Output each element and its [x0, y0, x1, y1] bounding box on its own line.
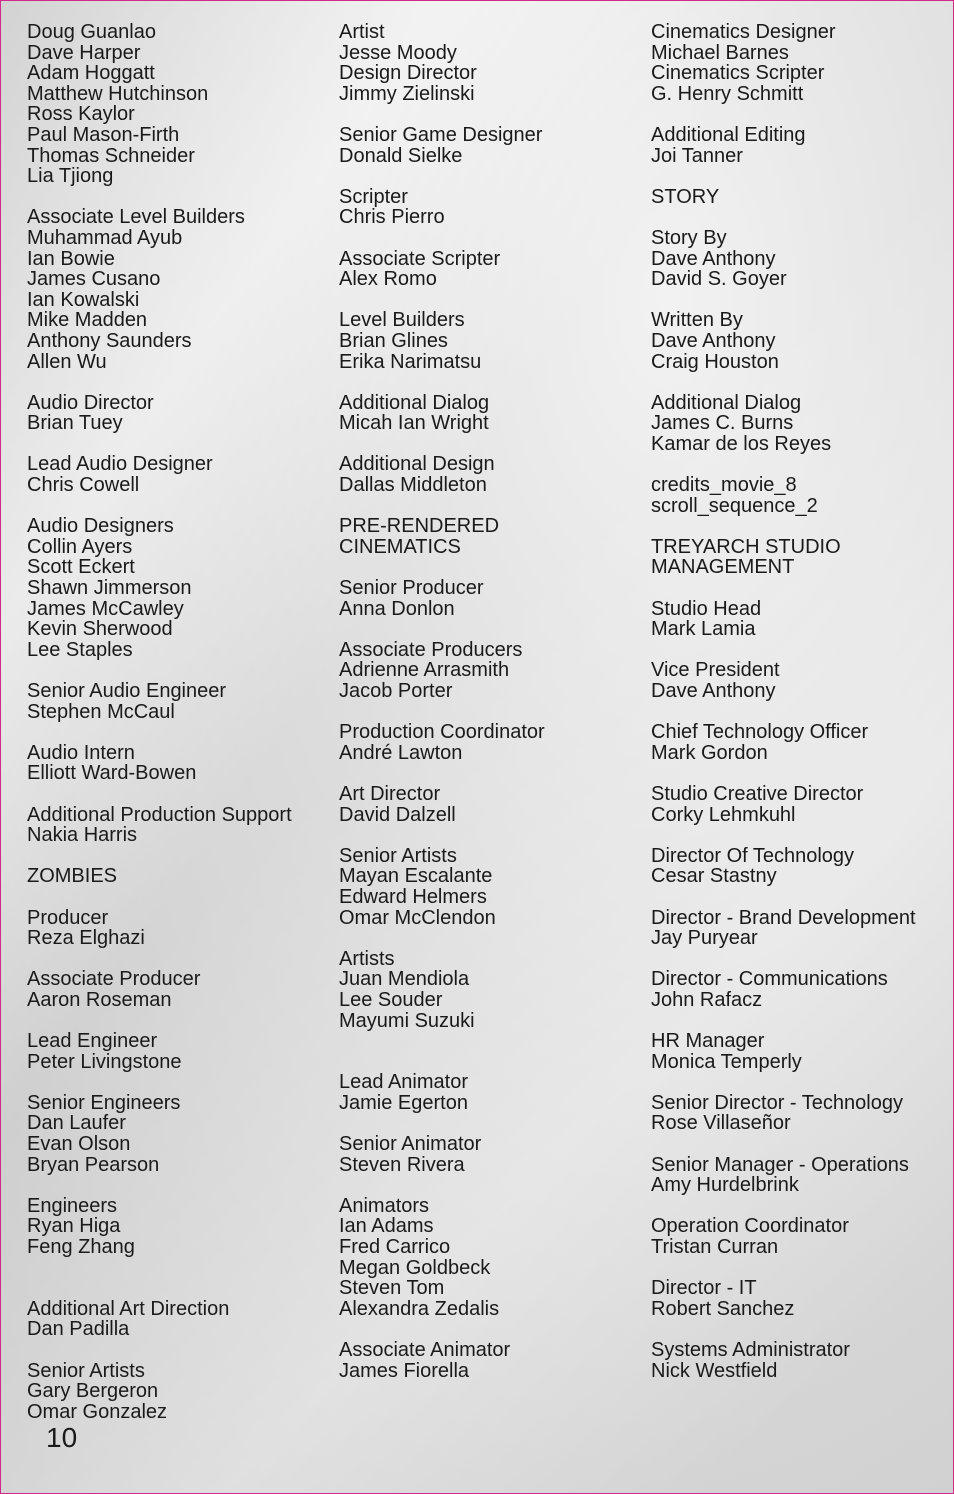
credit-heading: Scripter — [339, 185, 408, 208]
credit-name: Lee Souder — [339, 988, 443, 1011]
section-spacer — [27, 722, 292, 743]
credit-heading: Director Of Technology — [651, 844, 855, 867]
credit-name: MANAGEMENT — [651, 556, 795, 579]
section-spacer — [27, 372, 292, 393]
section-spacer — [339, 1113, 545, 1134]
credit-heading: STORY — [651, 185, 720, 208]
credit-heading: Associate Animator — [339, 1339, 511, 1361]
credit-heading: Lead Animator — [339, 1071, 468, 1094]
credit-name: Anna Donlon — [339, 597, 455, 620]
credit-name: Alexandra Zedalis — [339, 1297, 500, 1320]
credit-name: Fred Carrico — [339, 1236, 451, 1259]
credit-heading: Director - IT — [651, 1277, 757, 1300]
credit-name: Lia Tjiong — [27, 165, 114, 188]
credit-name: Ross Kaylor — [27, 103, 135, 126]
credit-heading: Director - Brand Development — [651, 906, 916, 929]
credit-name: Dallas Middleton — [339, 474, 487, 497]
credit-name: John Rafacz — [651, 988, 763, 1011]
page-number: 10 — [46, 1422, 78, 1453]
section-spacer — [339, 496, 545, 517]
credit-heading: Audio Intern — [27, 741, 135, 764]
section-spacer — [651, 640, 916, 661]
section-spacer — [27, 1340, 292, 1361]
section-spacer — [339, 1319, 545, 1340]
credit-name: Juan Mendiola — [339, 968, 470, 991]
credit-name: James Cusano — [27, 268, 161, 291]
credit-name: Robert Sanchez — [651, 1297, 795, 1320]
credit-name: Erika Narimatsu — [339, 350, 482, 373]
credit-heading: PRE-RENDERED — [339, 515, 500, 538]
credit-name: Muhammad Ayub — [27, 226, 183, 249]
credit-name: Omar Gonzalez — [27, 1400, 168, 1423]
credit-name: Peter Livingstone — [27, 1050, 182, 1073]
credit-name: Edward Helmers — [339, 885, 487, 908]
credit-name: James Fiorella — [339, 1359, 470, 1382]
credit-name: Jay Puryear — [651, 927, 758, 950]
credit-heading: Audio Director — [27, 391, 154, 414]
credit-heading: Senior Engineers — [27, 1091, 181, 1114]
credit-name: Mayumi Suzuki — [339, 1009, 475, 1032]
credit-name: Reza Elghazi — [27, 927, 145, 950]
section-spacer — [339, 228, 545, 249]
section-spacer — [27, 784, 292, 805]
credit-heading: Senior Artists — [339, 844, 457, 867]
section-spacer — [651, 1319, 916, 1340]
credit-heading: Animators — [339, 1194, 430, 1217]
credit-name: Lee Staples — [27, 638, 133, 661]
credit-heading: Engineers — [27, 1194, 118, 1217]
credit-name: David Dalzell — [339, 803, 456, 826]
credit-name: Brian Glines — [339, 329, 448, 352]
credit-name: Ian Bowie — [27, 247, 115, 270]
credit-name: Dave Anthony — [651, 680, 776, 702]
credit-name: Kevin Sherwood — [27, 618, 173, 641]
credit-heading: Senior Game Designer — [339, 123, 543, 146]
credit-heading: Studio Creative Director — [651, 782, 864, 805]
credit-heading: Operation Coordinator — [651, 1215, 849, 1238]
section-spacer — [651, 1196, 916, 1217]
credit-heading: Senior Manager - Operations — [651, 1153, 909, 1176]
credit-name: Craig Houston — [651, 350, 779, 373]
credit-heading: Associate Level Builders — [27, 206, 245, 229]
credit-name: Megan Goldbeck — [339, 1256, 491, 1279]
credit-heading: Senior Producer — [339, 577, 484, 600]
credit-name: Nakia Harris — [27, 824, 138, 847]
credit-name: Cesar Stastny — [651, 865, 777, 888]
credit-heading: Artist — [339, 21, 385, 43]
credit-heading: Level Builders — [339, 309, 465, 332]
credit-heading: Additional Dialog — [339, 391, 490, 414]
section-spacer — [651, 949, 916, 970]
credit-name: Micah Ian Wright — [339, 412, 489, 435]
credit-name: G. Henry Schmitt — [651, 82, 804, 105]
credit-name: Mike Madden — [27, 309, 148, 332]
section-spacer — [27, 1072, 292, 1093]
credit-heading: Vice President — [651, 659, 780, 682]
credit-name: Dave Anthony — [651, 247, 776, 270]
credit-name: Feng Zhang — [27, 1236, 135, 1259]
credits-column-3 — [651, 22, 916, 1381]
credit-heading: Senior Animator — [339, 1133, 482, 1156]
credit-name: Ian Adams — [339, 1215, 434, 1238]
section-spacer — [339, 290, 545, 311]
credit-name: André Lawton — [339, 741, 463, 764]
section-spacer — [651, 1258, 916, 1279]
credit-name: Brian Tuey — [27, 412, 123, 435]
credit-name: Corky Lehmkuhl — [651, 803, 796, 826]
credit-heading: Associate Producer — [27, 968, 201, 991]
credit-name: Dave Anthony — [651, 329, 776, 352]
credit-name: Cinematics Scripter — [651, 62, 825, 85]
section-spacer — [339, 1175, 545, 1196]
section-spacer — [339, 928, 545, 949]
credits-column-1 — [27, 22, 292, 1422]
credit-name: Rose Villaseñor — [651, 1112, 791, 1135]
section-spacer — [339, 825, 545, 846]
credit-heading: Production Coordinator — [339, 721, 545, 744]
credit-name — [339, 1031, 545, 1052]
credit-name: Jamie Egerton — [339, 1091, 468, 1114]
credit-name: Amy Hurdelbrink — [651, 1174, 799, 1197]
section-spacer — [27, 660, 292, 681]
credit-name: Jimmy Zielinski — [339, 82, 475, 105]
credit-name: Matthew Hutchinson — [27, 82, 209, 105]
credit-heading: Director - Communications — [651, 968, 888, 991]
credit-name: Shawn Jimmerson — [27, 577, 192, 600]
section-spacer — [651, 516, 916, 537]
section-spacer — [651, 166, 916, 187]
credit-name: Mayan Escalante — [339, 865, 493, 888]
credit-name: Nick Westfield — [651, 1359, 778, 1382]
credit-heading: Associate Producers — [339, 638, 523, 661]
credit-heading: Written By — [651, 309, 743, 332]
credit-name: CINEMATICS — [339, 535, 461, 558]
section-spacer — [651, 825, 916, 846]
credit-name: Bryan Pearson — [27, 1153, 160, 1176]
section-spacer — [339, 763, 545, 784]
credit-name: Gary Bergeron — [27, 1380, 159, 1403]
credit-heading: Systems Administrator — [651, 1339, 850, 1361]
credit-heading: Additional Art Direction — [27, 1297, 230, 1320]
credit-heading: Story By — [651, 226, 727, 249]
credit-heading: Chief Technology Officer — [651, 721, 869, 744]
credits-column-2 — [339, 22, 545, 1381]
credit-name: Steven Tom — [339, 1277, 445, 1300]
credit-heading: Senior Audio Engineer — [27, 680, 227, 702]
section-spacer — [651, 1072, 916, 1093]
section-spacer — [651, 763, 916, 784]
section-spacer — [651, 702, 916, 723]
credit-heading: Additional Editing — [651, 123, 806, 146]
section-spacer — [651, 578, 916, 599]
section-spacer — [339, 1052, 545, 1073]
credit-name: Dan Padilla — [27, 1318, 130, 1341]
section-spacer — [651, 1011, 916, 1032]
credit-name: Anthony Saunders — [27, 329, 192, 352]
credit-name: Mark Gordon — [651, 741, 768, 764]
section-spacer — [339, 619, 545, 640]
credit-name: Design Director — [339, 62, 477, 85]
credit-name: Scott Eckert — [27, 556, 135, 579]
credit-name: Chris Pierro — [339, 206, 445, 229]
section-spacer — [651, 372, 916, 393]
section-spacer — [651, 887, 916, 908]
credit-name: scroll_sequence_2 — [651, 494, 818, 517]
credit-name: Chris Cowell — [27, 474, 140, 497]
credit-name: Tristan Curran — [651, 1236, 779, 1259]
section-spacer — [339, 434, 545, 455]
credit-heading: Audio Designers — [27, 515, 174, 538]
credit-name: Thomas Schneider — [27, 144, 195, 167]
credit-heading: Doug Guanlao — [27, 21, 156, 43]
section-spacer — [651, 1134, 916, 1155]
section-spacer — [339, 166, 545, 187]
credit-name: Joi Tanner — [651, 144, 743, 167]
credit-name: Alex Romo — [339, 268, 437, 291]
section-spacer — [27, 434, 292, 455]
section-spacer — [27, 1175, 292, 1196]
section-spacer — [339, 104, 545, 125]
credit-name: Ryan Higa — [27, 1215, 121, 1238]
credit-heading: Lead Audio Designer — [27, 453, 213, 476]
credit-name: Stephen McCaul — [27, 700, 175, 723]
credit-heading: TREYARCH STUDIO — [651, 535, 841, 558]
section-spacer — [27, 846, 292, 867]
credit-name: Ian Kowalski — [27, 288, 140, 311]
credit-name: Donald Sielke — [339, 144, 463, 167]
section-spacer — [651, 454, 916, 475]
credit-name: Aaron Roseman — [27, 988, 172, 1011]
credit-heading: Art Director — [339, 782, 441, 805]
credit-heading: Cinematics Designer — [651, 21, 836, 43]
credit-name: Omar McClendon — [339, 906, 496, 929]
credit-name: Jesse Moody — [339, 41, 457, 64]
credit-heading: Lead Engineer — [27, 1030, 158, 1053]
credit-heading: Artists — [339, 947, 395, 970]
credit-name: Adam Hoggatt — [27, 62, 155, 85]
credit-heading: HR Manager — [651, 1030, 765, 1053]
credit-name: Monica Temperly — [651, 1050, 802, 1073]
credit-name: James McCawley — [27, 597, 184, 620]
credit-heading: Producer — [27, 906, 109, 929]
credit-name: Mark Lamia — [651, 618, 756, 641]
credit-name: Collin Ayers — [27, 535, 133, 558]
credit-heading: Senior Director - Technology — [651, 1091, 903, 1114]
credit-heading: Senior Artists — [27, 1359, 145, 1382]
credit-name: Adrienne Arrasmith — [339, 659, 510, 682]
section-spacer — [27, 187, 292, 208]
credit-name: James C. Burns — [651, 412, 794, 435]
credit-heading: Additional Design — [339, 453, 495, 476]
section-spacer — [339, 702, 545, 723]
credit-name: Jacob Porter — [339, 680, 453, 702]
credit-name: David S. Goyer — [651, 268, 787, 291]
credit-heading: Associate Scripter — [339, 247, 501, 270]
credit-name: Evan Olson — [27, 1133, 131, 1156]
section-spacer — [27, 887, 292, 908]
credit-name: Paul Mason-Firth — [27, 123, 180, 146]
credit-name: Dan Laufer — [27, 1112, 126, 1135]
section-spacer — [651, 290, 916, 311]
section-spacer — [651, 207, 916, 228]
credit-heading: Additional Production Support — [27, 803, 292, 826]
credit-name: Elliott Ward-Bowen — [27, 762, 197, 785]
credit-heading: Additional Dialog — [651, 391, 802, 414]
credit-heading: Studio Head — [651, 597, 762, 620]
section-spacer — [339, 372, 545, 393]
section-spacer — [651, 104, 916, 125]
section-spacer — [27, 496, 292, 517]
credit-heading: ZOMBIES — [27, 865, 118, 888]
credit-name: Dave Harper — [27, 41, 141, 64]
section-spacer — [27, 1011, 292, 1032]
credit-heading: credits_movie_8 — [651, 474, 797, 497]
section-spacer — [27, 949, 292, 970]
credit-name: Steven Rivera — [339, 1153, 465, 1176]
section-spacer — [27, 1278, 292, 1299]
credit-name: Michael Barnes — [651, 41, 789, 64]
credit-name: Kamar de los Reyes — [651, 432, 832, 455]
section-spacer — [339, 557, 545, 578]
credit-name: Allen Wu — [27, 350, 107, 373]
credit-name — [27, 1258, 292, 1279]
